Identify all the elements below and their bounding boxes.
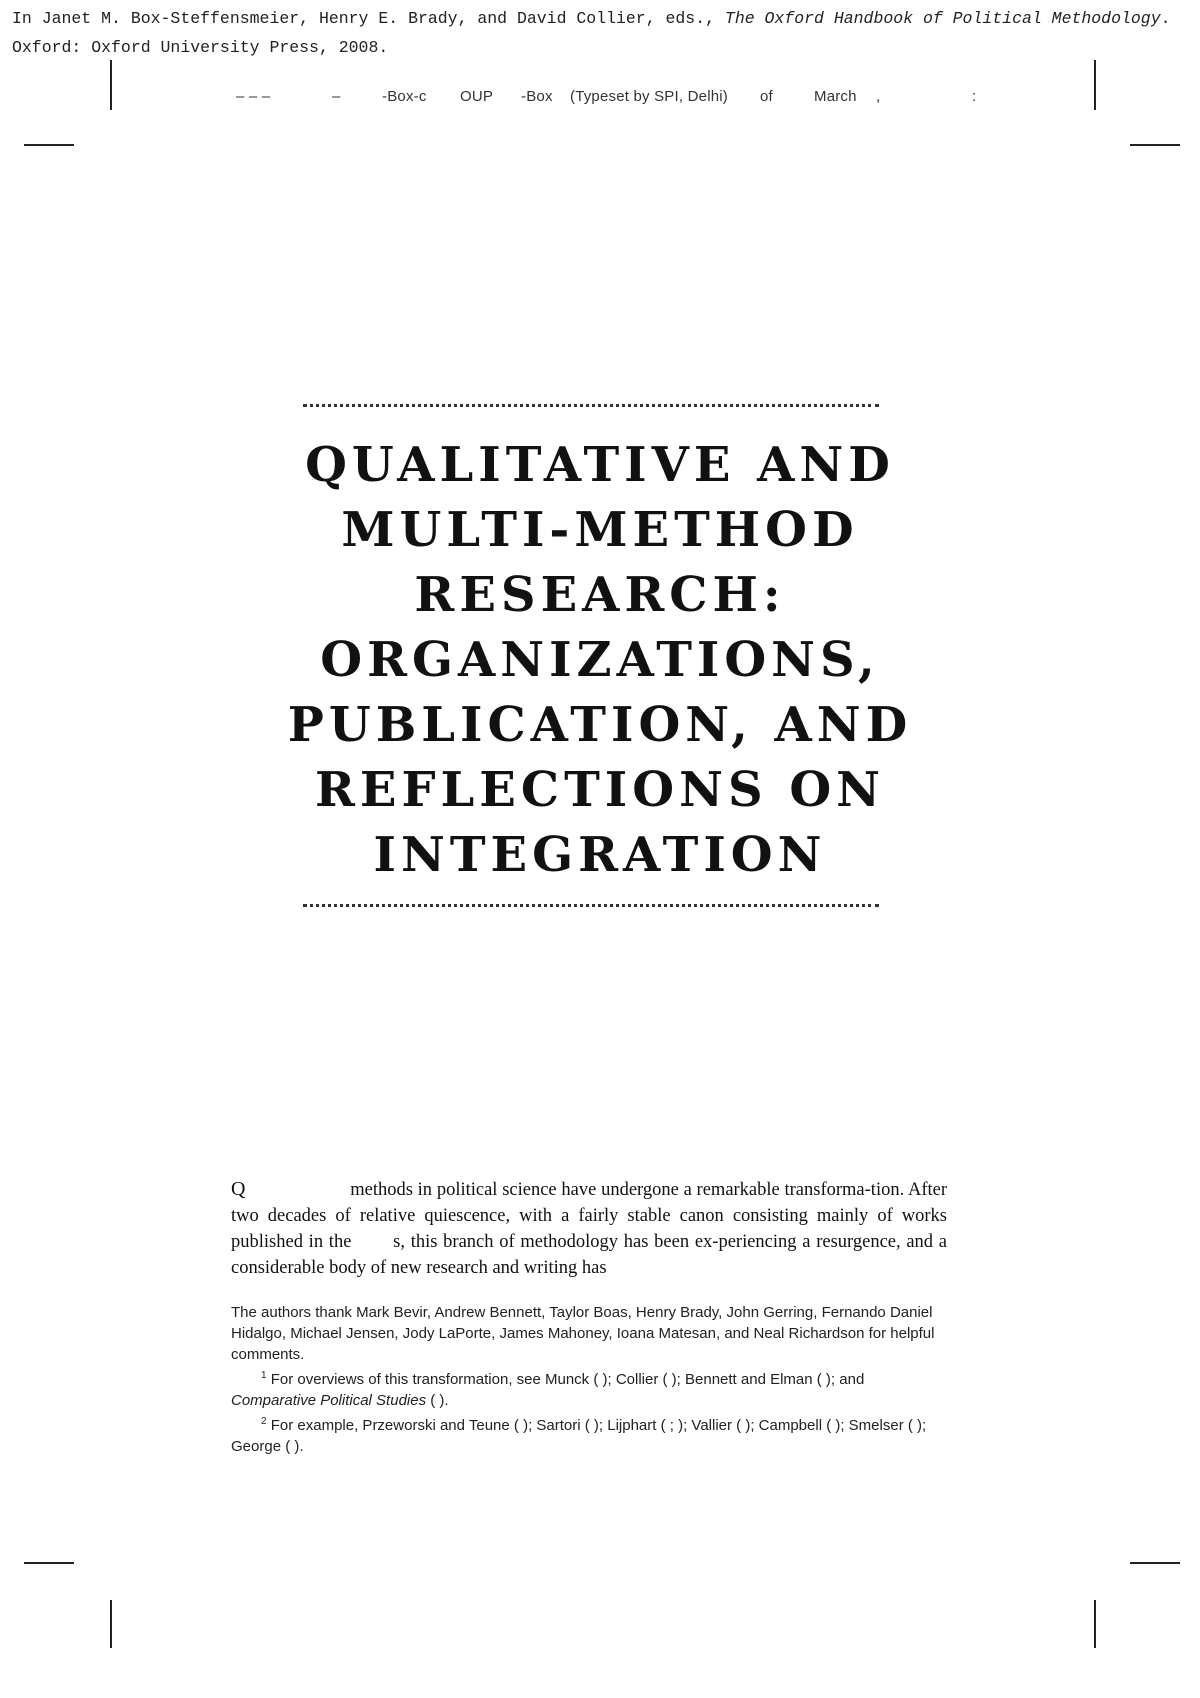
citation-prefix: In Janet M. Box-Steffensmeier, Henry E. Brady, and David Collier, eds., (12, 9, 716, 28)
chapter-title-line: REFLECTIONS ON (314, 762, 885, 818)
citation-suffix: . Oxford: Oxford University Press, 2008. (12, 9, 1171, 57)
running-head-dash: – (332, 88, 341, 105)
crop-mark-top-right-vertical (1094, 60, 1096, 110)
running-head-file: -Box-c (382, 88, 427, 105)
footnote-1 (231, 1365, 947, 1411)
drop-cap: Q (231, 1178, 246, 1200)
running-head-publisher: OUP (460, 88, 494, 105)
body-text-part-2: After two decades of relative quiescence, with a fairly stable canon consisting mainly of works published in the (231, 1180, 948, 1252)
running-head-typeset: (Typeset by SPI, Delhi) (570, 88, 728, 105)
body-paragraph (231, 1176, 947, 1281)
crop-mark-top-right-horizontal (1130, 144, 1180, 146)
running-head-colon: : (972, 88, 977, 105)
chapter-title-line: QUALITATIVE AND (305, 437, 895, 493)
footnote-2-marker: 2 (261, 1416, 267, 1427)
chapter-title-line: RESEARCH: (414, 567, 786, 623)
citation-header (12, 4, 1187, 62)
footnote-1-journal: Comparative Political Studies (231, 1392, 427, 1409)
chapter-title-line: PUBLICATION, AND (287, 697, 913, 753)
body-text-part-3: s, this branch of methodology has been ex-periencing a resurgence, and a considerable body of new research and writing has (231, 1232, 948, 1278)
crop-mark-bottom-left-horizontal (24, 1562, 74, 1564)
running-head-dashes: – – – (236, 88, 271, 105)
crop-mark-bottom-right-horizontal (1130, 1562, 1180, 1564)
title-rule-bottom (303, 904, 879, 907)
crop-mark-bottom-left-vertical (110, 1600, 112, 1648)
chapter-title-line: MULTI-METHOD (341, 502, 859, 558)
running-head-comma: , (876, 88, 881, 105)
chapter-title-line: INTEGRATION (373, 827, 827, 883)
footnote-1-text: For overviews of this transformation, see Munck ( ); Collier ( ); Bennett and Elman ( ); and (270, 1371, 865, 1388)
running-head-month: March (814, 88, 857, 105)
title-rule-top (303, 404, 879, 407)
chapter-title-line: ORGANIZATIONS, (320, 632, 880, 688)
crop-mark-bottom-right-vertical (1094, 1600, 1096, 1648)
crop-mark-top-left-horizontal (24, 144, 74, 146)
footnote-1-end: ( ). (430, 1392, 449, 1409)
footnote-2 (231, 1411, 947, 1457)
citation-book-title: The Oxford Handbook of Political Methodology (724, 9, 1161, 28)
footnotes (231, 1302, 947, 1457)
body-text-part-1: methods in political science have undergone a remarkable transforma-tion. (350, 1180, 905, 1200)
footnote-2-text: For example, Przeworski and Teune ( ); Sartori ( ); Lijphart ( ; ); Vallier ( ); Campbell ( ); Smelser ( ); George ( ). (231, 1417, 927, 1455)
running-head-of: of (760, 88, 773, 105)
footnote-1-marker: 1 (261, 1370, 267, 1381)
running-head-box: -Box (521, 88, 553, 105)
acknowledgment-note: The authors thank Mark Bevir, Andrew Bennett, Taylor Boas, Henry Brady, John Gerring, Fernando Daniel Hidalgo, Michael Jensen, Jody LaPorte, James Mahoney, Ioana Matesan, and Neal Richardson for helpful comments. (231, 1304, 935, 1363)
chapter-title (240, 433, 960, 888)
crop-mark-top-left-vertical (110, 60, 112, 110)
